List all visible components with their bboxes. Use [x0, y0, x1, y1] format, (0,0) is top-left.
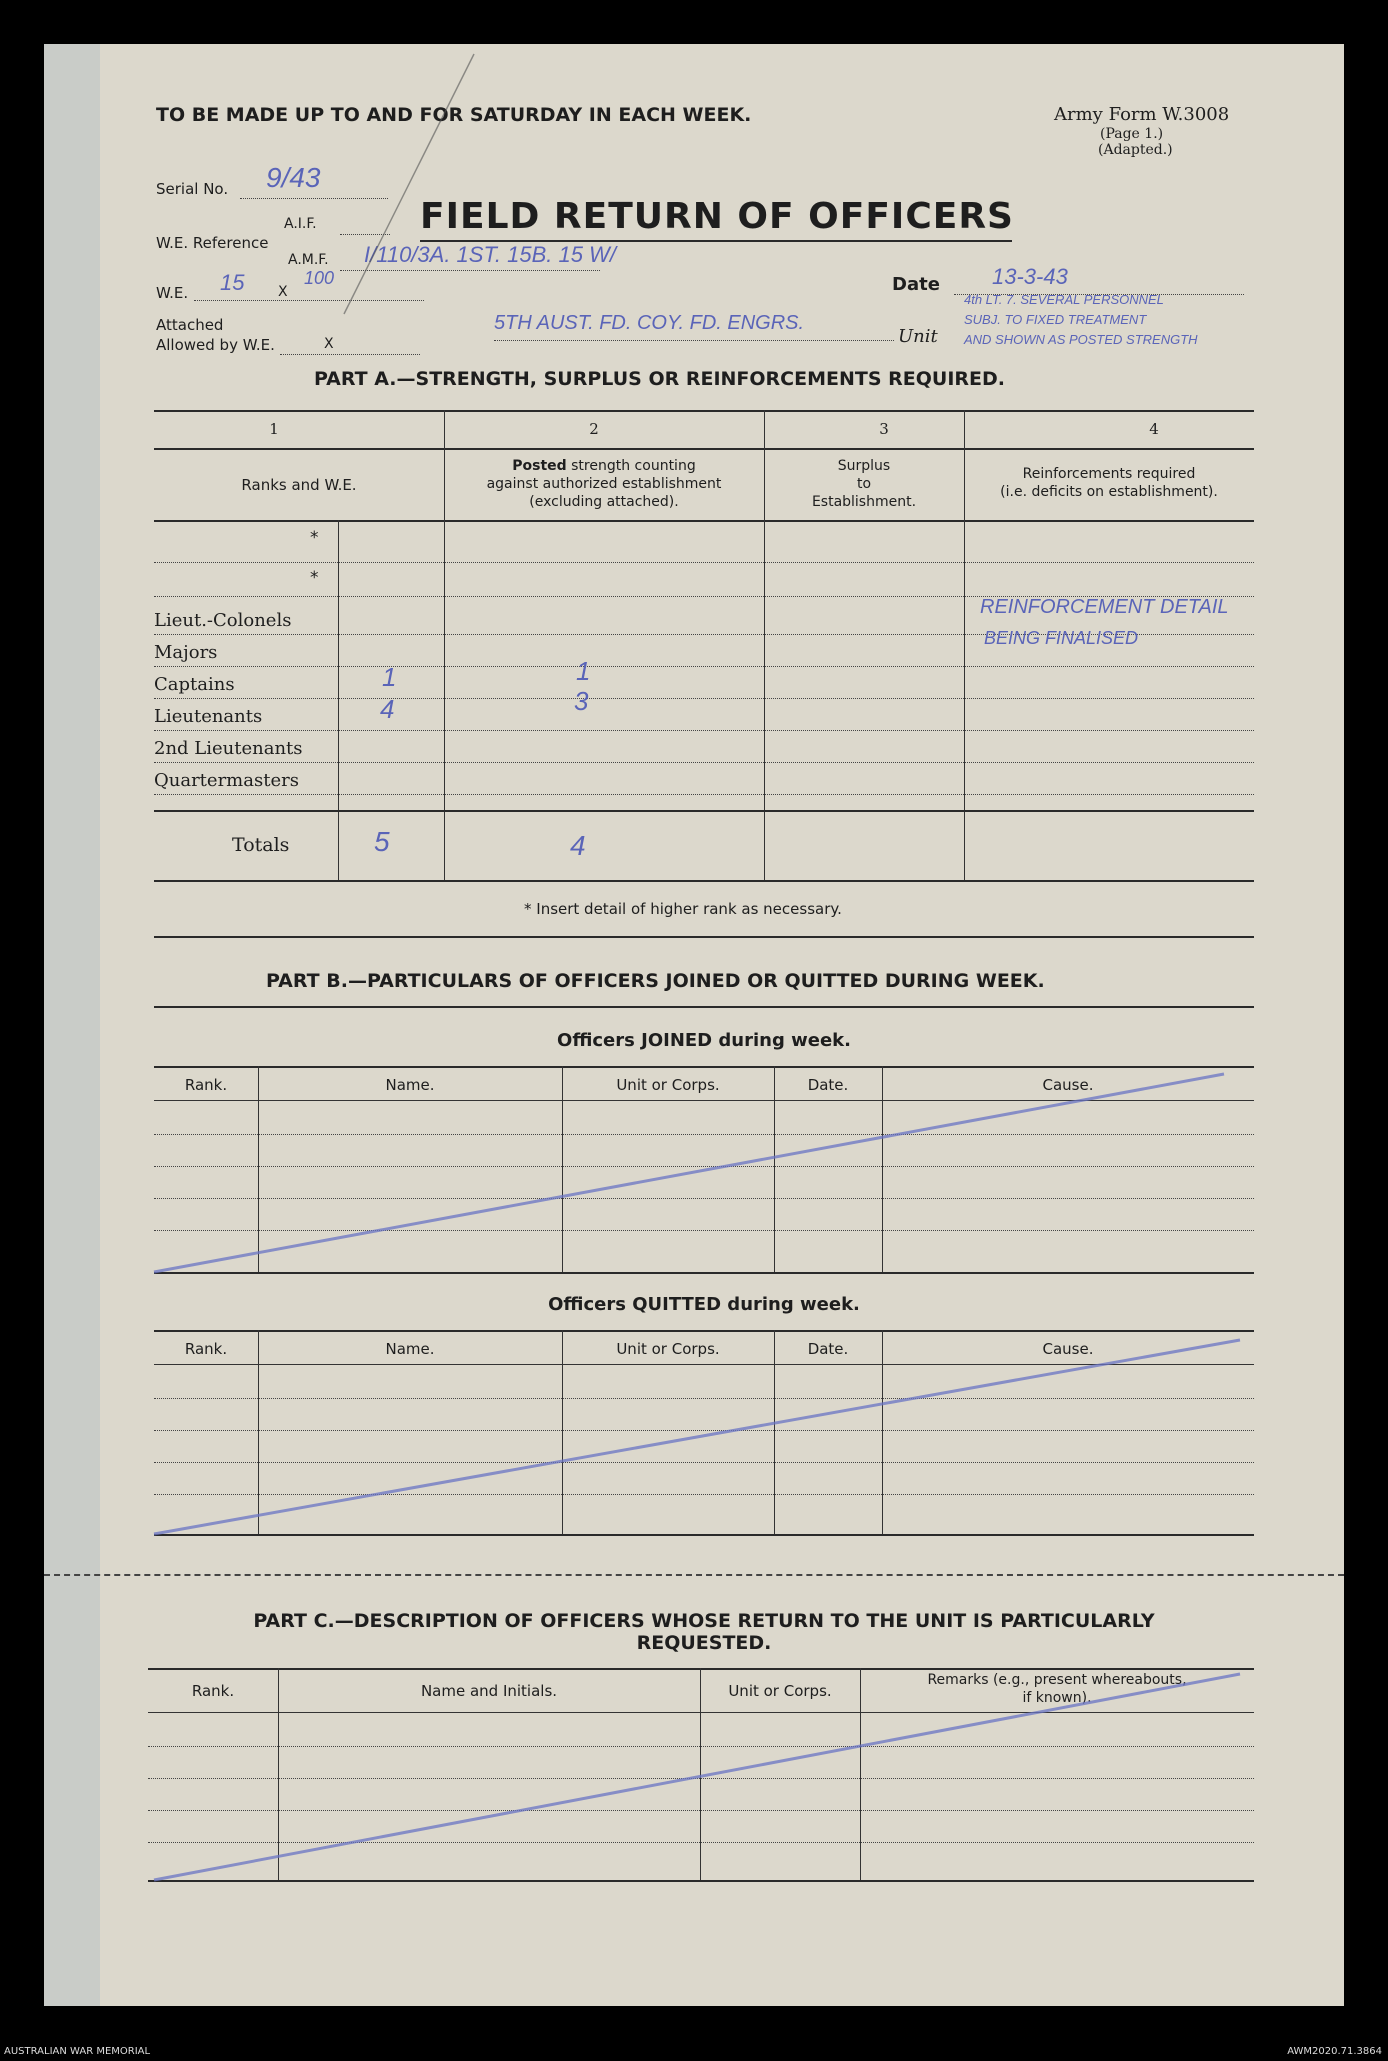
reinforcement-note-2: BEING FINALISED [984, 628, 1139, 648]
col-number-4: 4 [1149, 420, 1159, 438]
totals-posted-value[interactable]: 4 [570, 830, 586, 861]
unit-value[interactable]: 5TH AUST. FD. COY. FD. ENGRS. [494, 312, 805, 334]
captains-posted-value[interactable]: 1 [576, 656, 591, 686]
side-note-2: SUBJ. TO FIXED TREATMENT [964, 312, 1147, 327]
quitted-title: Officers QUITTED during week. [548, 1294, 860, 1315]
rank-label: Lieut.-Colonels [154, 610, 292, 631]
reinforcement-note-1: REINFORCEMENT DETAIL [980, 596, 1229, 618]
form-sheet [44, 44, 1344, 2006]
col-header-posted-2: against authorized establishment [486, 476, 722, 492]
captains-we-value[interactable]: 1 [382, 662, 397, 692]
joined-title: Officers JOINED during week. [557, 1030, 851, 1051]
col-header-surplus-2: to [856, 476, 872, 492]
quitted-col-unit: Unit or Corps. [616, 1340, 720, 1358]
col-header-reinforcements-2: (i.e. deficits on establishment). [1000, 484, 1218, 500]
form-id: Army Form W.3008 [1054, 104, 1230, 125]
joined-col-rank: Rank. [184, 1076, 228, 1094]
star-2: * [310, 568, 319, 588]
rank-label: Majors [154, 642, 218, 663]
part-c-col-remarks: Remarks (e.g., present whereabouts, [927, 1672, 1187, 1688]
serial-value[interactable]: 9/43 [266, 162, 321, 193]
lieutenants-posted-value[interactable]: 3 [574, 686, 589, 716]
totals-label: Totals [232, 834, 290, 856]
part-c-heading: PART C.—DESCRIPTION OF OFFICERS WHOSE RETURN TO THE UNIT IS PARTICULARLY [253, 1610, 1155, 1632]
col-header-ranks: Ranks and W.E. [241, 476, 357, 494]
part-a-heading: PART A.—STRENGTH, SURPLUS OR REINFORCEMENTS REQUIRED. [314, 368, 1006, 390]
col-header-surplus-3: Establishment. [811, 494, 917, 510]
pencil-strike-marks [44, 44, 1344, 2006]
form-adapted: (Adapted.) [1098, 142, 1173, 158]
allowed-x-mark: X [324, 336, 334, 352]
date-value[interactable]: 13-3-43 [992, 264, 1068, 289]
form-title: FIELD RETURN OF OFFICERS [420, 196, 1014, 237]
col-header-surplus: Surplus [837, 458, 891, 474]
we-label: W.E. [156, 284, 189, 302]
attached-label: Attached [156, 316, 224, 334]
totals-we-value[interactable]: 5 [374, 826, 390, 857]
we-x-mark: X [278, 284, 288, 300]
we-reference-value[interactable]: I/110/3A. 1ST. 15B. 15 W/ [364, 242, 616, 267]
rank-label: Lieutenants [154, 706, 263, 727]
part-c-col-remarks-2: if known). [1022, 1690, 1092, 1706]
amf-label: A.M.F. [288, 252, 329, 268]
unit-label: Unit [898, 326, 938, 347]
we-reference-label: W.E. Reference [156, 234, 269, 252]
aif-label: A.I.F. [284, 216, 317, 232]
col-header-posted-3: (excluding attached). [529, 494, 679, 510]
part-c-heading-2: REQUESTED. [636, 1632, 772, 1654]
col-number-1: 1 [269, 420, 279, 438]
serial-label: Serial No. [156, 180, 229, 198]
part-c-col-rank: Rank. [191, 1682, 235, 1700]
quitted-col-date: Date. [807, 1340, 849, 1358]
date-label: Date [892, 274, 940, 295]
joined-col-cause: Cause. [1042, 1076, 1094, 1094]
col-number-3: 3 [879, 420, 889, 438]
lieutenants-we-value[interactable]: 4 [380, 694, 395, 724]
col-header-posted: Posted strength counting [512, 458, 696, 474]
we-value[interactable]: 15 [220, 270, 245, 295]
rank-label: Quartermasters [154, 770, 299, 791]
col-header-reinforcements: Reinforcements required [1022, 466, 1196, 482]
archive-credit: AUSTRALIAN WAR MEMORIAL [4, 2046, 151, 2057]
side-note-3: AND SHOWN AS POSTED STRENGTH [964, 332, 1198, 347]
star-1: * [310, 528, 319, 548]
rank-label: 2nd Lieutenants [154, 738, 303, 759]
we-value-2[interactable]: 100 [304, 268, 335, 288]
part-b-heading: PART B.—PARTICULARS OF OFFICERS JOINED OR QUITTED DURING WEEK. [266, 970, 1045, 992]
archive-id: AWM2020.71.3864 [1287, 2046, 1382, 2057]
quitted-col-rank: Rank. [184, 1340, 228, 1358]
col-number-2: 2 [589, 420, 599, 438]
allowed-label: Allowed by W.E. [156, 336, 275, 354]
form-page: (Page 1.) [1100, 126, 1164, 142]
rank-label: Captains [154, 674, 235, 695]
side-note-1: 4th LT. 7. SEVERAL PERSONNEL [964, 292, 1164, 307]
part-c-col-name: Name and Initials. [420, 1682, 558, 1700]
joined-col-name: Name. [385, 1076, 435, 1094]
instruction-text: TO BE MADE UP TO AND FOR SATURDAY IN EACH WEEK. [156, 104, 752, 126]
quitted-col-name: Name. [385, 1340, 435, 1358]
quitted-col-cause: Cause. [1042, 1340, 1094, 1358]
part-c-col-unit: Unit or Corps. [728, 1682, 832, 1700]
joined-col-unit: Unit or Corps. [616, 1076, 720, 1094]
joined-col-date: Date. [807, 1076, 849, 1094]
footnote: * Insert detail of higher rank as necessary. [524, 900, 842, 918]
